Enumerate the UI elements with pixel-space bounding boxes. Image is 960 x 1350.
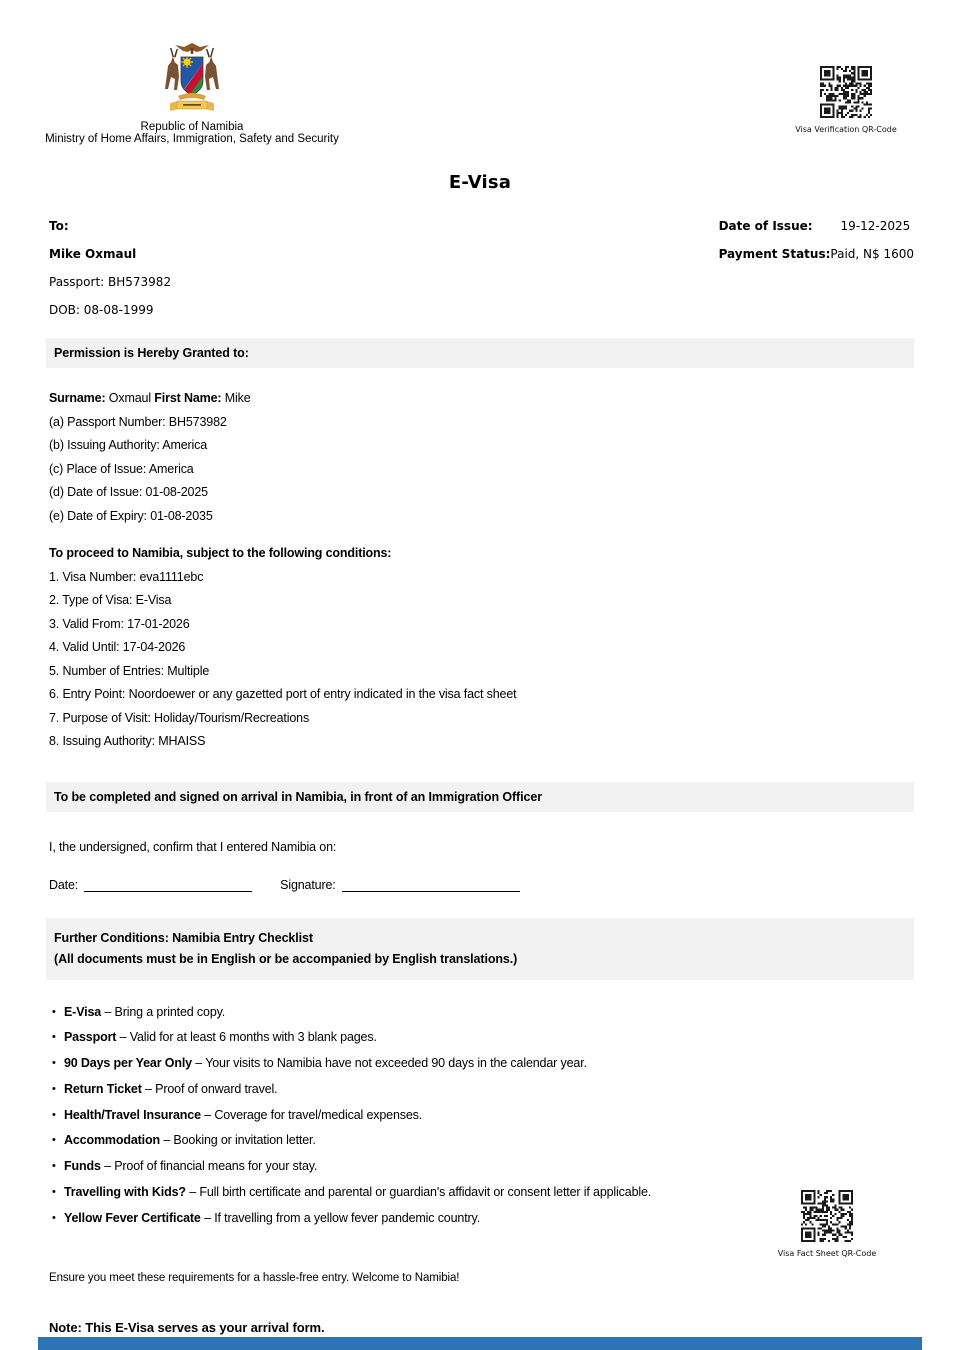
- passport-detail-line: (c) Place of Issue: America: [49, 461, 194, 476]
- namibia-coat-of-arms-icon: [161, 42, 223, 118]
- permission-section-header: Permission is Hereby Granted to:: [46, 338, 914, 368]
- checklist-item-desc: – Bring a printed copy.: [104, 1004, 226, 1019]
- date-signature-row: [46, 878, 914, 892]
- recipient-section: [46, 212, 914, 324]
- checklist-item: [46, 1128, 914, 1154]
- checklist-item: [46, 1077, 914, 1103]
- closing-line: Ensure you meet these requirements for a hassle-free entry. Welcome to Namibia!: [49, 1271, 460, 1284]
- republic-line: Republic of Namibia: [140, 121, 244, 133]
- checklist-item-desc: – Full birth certificate and parental or guardian's affidavit or consent letter if applicable.: [189, 1185, 652, 1200]
- checklist-item-desc: – Coverage for travel/medical expenses.: [204, 1107, 423, 1122]
- checklist-item-term: 90 Days per Year Only: [64, 1056, 192, 1071]
- condition-line: 6. Entry Point: Noordoewer or any gazetted port of entry indicated in the visa fact sheet: [49, 687, 517, 701]
- visa-verification-qr-code: [820, 66, 872, 118]
- checklist-item: [46, 1154, 914, 1180]
- checklist-item-term: Accommodation: [64, 1133, 160, 1148]
- ministry-line: Ministry of Home Affairs, Immigration, Safety and Security: [45, 133, 339, 145]
- recipient-name: Mike Oxmaul: [49, 247, 137, 261]
- condition-line: 5. Number of Entries: Multiple: [49, 663, 210, 678]
- date-of-issue-row: [719, 212, 914, 240]
- national-emblem-block: [42, 42, 342, 145]
- payment-status-label: Payment Status:: [718, 247, 831, 261]
- to-label: To:: [49, 219, 69, 233]
- date-of-issue-label: Date of Issue:: [718, 219, 813, 233]
- name-line: [46, 387, 914, 411]
- checklist-item-term: Travelling with Kids?: [64, 1185, 186, 1200]
- condition-line: 4. Valid Until: 17-04-2026: [49, 640, 186, 654]
- checklist-header-line2: (All documents must be in English or be accompanied by English translations.): [54, 951, 518, 966]
- passport-detail-line: (d) Date of Issue: 01-08-2025: [49, 485, 208, 499]
- arrival-section-header: To be completed and signed on arrival in Namibia, in front of an Immigration Officer: [46, 782, 914, 812]
- condition-line: 8. Issuing Authority: MHAISS: [49, 734, 206, 748]
- passport-detail-line: (b) Issuing Authority: America: [49, 438, 208, 452]
- payment-status-row: [719, 240, 914, 268]
- fact-sheet-qr-caption: Visa Fact Sheet QR-Code: [777, 1249, 877, 1258]
- date-label: Date:: [49, 877, 79, 892]
- checklist-item-term: Funds: [64, 1159, 101, 1174]
- surname-value: Oxmaul: [108, 391, 151, 405]
- checklist-section-header: [46, 918, 914, 980]
- date-fill-in-line[interactable]: [84, 879, 252, 892]
- recipient-dob: DOB: 08-08-1999: [49, 303, 154, 317]
- condition-line: 2. Type of Visa: E-Visa: [49, 593, 172, 607]
- passport-detail-line: (e) Date of Expiry: 01-08-2035: [49, 508, 213, 523]
- condition-line: 7. Purpose of Visit: Holiday/Tourism/Recreations: [49, 710, 310, 725]
- signature-label: Signature:: [280, 877, 336, 892]
- condition-line: 1. Visa Number: eva1111ebc: [49, 569, 204, 584]
- date-of-issue-value: 19-12-2025: [840, 219, 911, 233]
- visa-verification-qr-block: [783, 66, 909, 134]
- conditions-heading: To proceed to Namibia, subject to the following conditions:: [49, 546, 392, 560]
- first-name-value: Mike: [224, 391, 251, 405]
- checklist-item: [46, 1051, 914, 1077]
- payment-status-value: Paid, N$ 1600: [830, 247, 914, 261]
- checklist-item-desc: – Proof of onward travel.: [145, 1081, 278, 1096]
- checklist-item-desc: – Valid for at least 6 months with 3 blank pages.: [119, 1030, 377, 1045]
- checklist-header-line1: Further Conditions: Namibia Entry Checklist: [54, 930, 313, 945]
- surname-label: Surname:: [49, 391, 106, 405]
- arrival-statement: I, the undersigned, confirm that I entered Namibia on:: [49, 839, 337, 854]
- document-body: [46, 212, 914, 1335]
- checklist-item-desc: – Proof of financial means for your stay.: [104, 1159, 318, 1174]
- checklist-item-term: Health/Travel Insurance: [64, 1107, 201, 1122]
- passport-detail-line: (a) Passport Number: BH573982: [49, 414, 227, 429]
- checklist-item: [46, 1103, 914, 1129]
- checklist-item-desc: – If travelling from a yellow fever pandemic country.: [204, 1210, 481, 1225]
- checklist-item-desc: – Booking or invitation letter.: [163, 1133, 316, 1148]
- checklist-item-term: Yellow Fever Certificate: [64, 1210, 201, 1225]
- checklist-item: [46, 1000, 914, 1026]
- signature-fill-in-line[interactable]: [342, 879, 520, 892]
- first-name-label: First Name:: [154, 391, 222, 405]
- checklist-item-term: Return Ticket: [64, 1081, 142, 1096]
- note-line: Note: This E-Visa serves as your arrival form.: [49, 1319, 325, 1335]
- visa-verification-qr-caption: Visa Verification QR-Code: [795, 125, 897, 134]
- condition-line: 3. Valid From: 17-01-2026: [49, 616, 190, 631]
- checklist-item: [46, 1025, 914, 1051]
- fact-sheet-qr-code: [801, 1190, 853, 1242]
- checklist-item-term: Passport: [64, 1030, 117, 1045]
- passport-detail-list: [46, 411, 914, 529]
- conditions-list: [46, 566, 914, 754]
- footer-accent-bar: [38, 1337, 922, 1350]
- checklist-item-term: E-Visa: [64, 1004, 102, 1019]
- checklist-item-desc: – Your visits to Namibia have not exceeded 90 days in the calendar year.: [195, 1056, 587, 1071]
- fact-sheet-qr-block: [757, 1190, 897, 1258]
- page-title: E-Visa: [448, 172, 512, 193]
- recipient-passport: Passport: BH573982: [49, 275, 172, 289]
